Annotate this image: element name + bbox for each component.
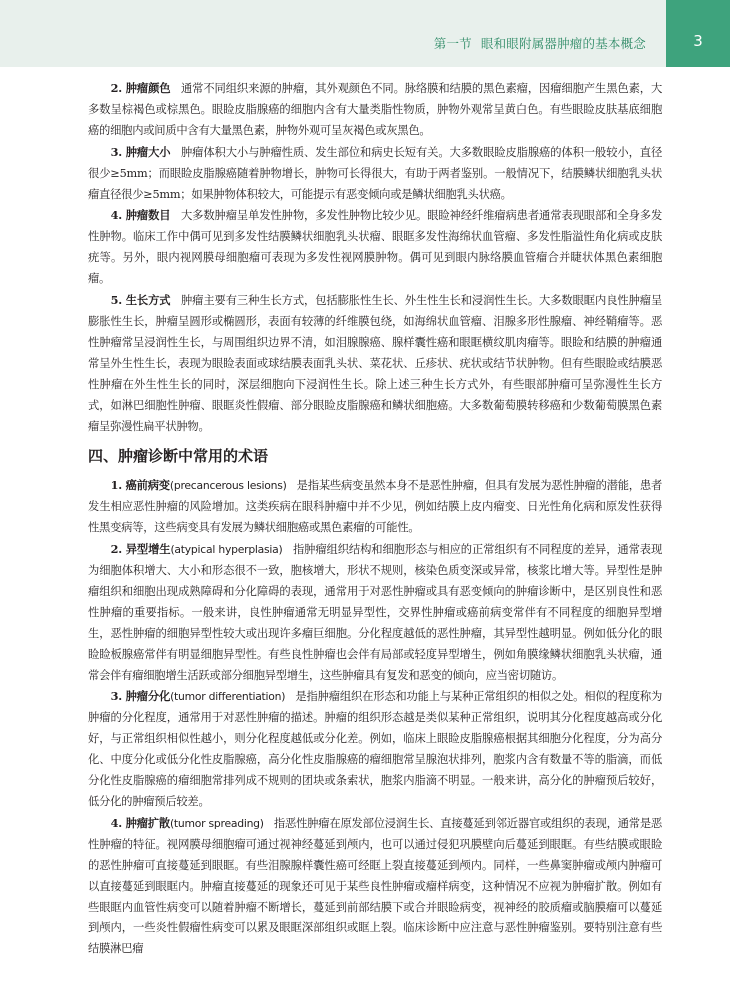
- term-label: 5. 生长方式: [110, 293, 171, 308]
- paragraph-tumor-size: [88, 142, 662, 206]
- paragraph-text: 肿瘤体积大小与肿瘤性质、发生部位和病史长短有关。大多数眼睑皮脂腺癌的体积一般较小，直径很少≥5mm；而眼睑皮脂腺癌随着肿物增长，肿物可长得很大，有助于两者鉴别。一般情况下，结膜鳞状细胞乳头状瘤直径很少≥5mm；如果肿物体积较大，可能提示有恶变倾向或是鳞状细胞乳头状癌。: [88, 145, 662, 201]
- term-label: 3. 肿瘤大小: [110, 144, 171, 159]
- paragraph-atypical-hyperplasia: [88, 539, 662, 686]
- paragraph-spreading: [88, 813, 662, 960]
- page-body: [88, 78, 662, 960]
- term-english: (tumor differentiation): [170, 690, 286, 704]
- paragraph-text: 指恶性肿瘤在原发部位浸润生长、直接蔓延到邻近器官或组织的表现，通常是恶性肿瘤的特征。视网膜母细胞瘤可通过视神经蔓延到颅内，也可以通过侵犯巩膜壁向后蔓延到眼眶。有些结膜或眼睑的恶性肿瘤可直接蔓延到眼眶。有些泪腺腺样囊性癌可经眶上裂直接蔓延到颅内。同样，一些鼻窦肿瘤或颅内肿瘤可以直接蔓延到眼眶内。肿瘤直接蔓延的现象还可见于某些良性肿瘤或瘤样病变，这种情况不应视为肿瘤扩散。例如有些眼眶内血管性病变可以随着肿瘤不断增长，蔓延到前部结膜下或合并眼睑病变，视神经的胶质瘤或脑膜瘤可以蔓延到颅内，一些炎性假瘤性病变可以累及眼眶深部组织或眶上裂。临床诊断中应注意与恶性肿瘤鉴别。要特别注意有些结膜淋巴瘤: [88, 816, 662, 956]
- paragraph-growth-pattern: [88, 290, 662, 437]
- paragraph-precancerous: [88, 475, 662, 539]
- term-label: 3. 肿瘤分化: [110, 689, 171, 704]
- term-label: 1. 癌前病变: [110, 478, 170, 493]
- term-english: (atypical hyperplasia): [170, 543, 283, 557]
- paragraph-text: 肿瘤主要有三种生长方式，包括膨胀性生长、外生性生长和浸润性生长。大多数眼眶内良性肿瘤呈膨胀性生长，肿瘤呈圆形或椭圆形，表面有较薄的纤维膜包绕，如海绵状血管瘤、泪腺多形性腺瘤、神经鞘瘤等。恶性肿瘤常呈浸润性生长，与周围组织边界不清，如泪腺腺癌、腺样囊性癌和眼眶横纹肌肉瘤等。眼睑和结膜的肿瘤通常呈外生性生长，表现为眼睑表面或球结膜表面乳头状、菜花状、丘疹状、疣状或结节状肿物。但有些眼睑或结膜恶性肿瘤在外生性生长的同时，深层细胞向下浸润性生长。除上述三种生长方式外，有些眼部肿瘤可呈弥漫性生长方式，如淋巴细胞性肿瘤、眼眶炎性假瘤、部分眼睑皮脂腺癌和鳞状细胞癌。大多数葡萄膜转移癌和少数葡萄膜黑色素瘤呈弥漫性扁平状肿物。: [88, 294, 662, 433]
- paragraph-text: 是指某些病变虽然本身不是恶性肿瘤，但具有发展为恶性肿瘤的潜能，患者发生相应恶性肿瘤的风险增加。这类疾病在眼科肿瘤中并不少见，例如结膜上皮内瘤变、日光性角化病和原发性获得性黑变病等，这些病变具有发展为鳞状细胞癌或黑色素瘤的可能性。: [88, 479, 662, 535]
- term-label: 4. 肿瘤数目: [110, 208, 171, 223]
- paragraph-tumor-color: [88, 78, 662, 142]
- page-number: 3: [693, 32, 703, 50]
- paragraph-text: 是指肿瘤组织在形态和功能上与某种正常组织的相似之处。相似的程度称为肿瘤的分化程度，通常用于对恶性肿瘤的描述。肿瘤的组织形态越是类似某种正常组织，说明其分化程度越高或分化好，与正常组织相似性越小，则分化程度越低或分化差。例如，临床上眼睑皮脂腺癌根据其细胞分化程度，分为高分化、中度分化或低分化性皮脂腺癌，高分化性皮脂腺癌的瘤细胞常呈腺泡状排列，胞浆内含有数量不等的脂滴，而低分化性皮脂腺癌的瘤细胞常排列成不规则的团块或条索状，胞浆内脂滴不明显。一般来讲，高分化的肿瘤预后较好，低分化的肿瘤预后较差。: [88, 690, 662, 808]
- paragraph-tumor-number: [88, 205, 662, 290]
- header-section: 第一节: [433, 36, 472, 51]
- term-label: 2. 肿瘤颜色: [110, 81, 171, 95]
- paragraph-text: 大多数肿瘤呈单发性肿物，多发性肿物比较少见。眼睑神经纤维瘤病患者通常表现眼部和全身多发性肿物。临床工作中偶可见到多发性结膜鳞状细胞乳头状瘤、眼眶多发性海绵状血管瘤、多发性脂溢性角化病或皮肤疣等。另外，眼内视网膜母细胞瘤可表现为多发性视网膜肿物。偶可见到眼内脉络膜血管瘤合并睫状体黑色素细胞瘤。: [88, 209, 662, 286]
- term-label: 2. 异型增生: [110, 542, 171, 557]
- page-number-box: [666, 0, 730, 67]
- term-english: (tumor spreading): [169, 816, 264, 830]
- paragraph-text: 指肿瘤组织结构和细胞形态与相应的正常组织有不同程度的差异，通常表现为细胞体积增大、大小和形态很不一致，胞核增大，形状不规则，核染色质变深或异常，核浆比增大等。异型性是肿瘤组织和细胞出现成熟障碍和分化障碍的表现，通常用于对恶性肿瘤或具有恶变倾向的肿瘤诊断中，是区别良性和恶性肿瘤的重要指标。一般来讲，良性肿瘤通常无明显异型性，交界性肿瘤或癌前病变常伴有不同程度的细胞异型增生，恶性肿瘤的细胞异型性较大或出现许多瘤巨细胞。分化程度越低的恶性肿瘤，其异型性越明显。例如低分化的眼睑睑板腺癌常伴有明显细胞异型性。有些良性肿瘤也会伴有局部或轻度异型增生，例如角膜缘鳞状细胞乳头状瘤，通常会伴有瘤细胞增生活跃或部分细胞异型增生，这些肿瘤具有复发和恶变的倾向，应当密切随访。: [88, 543, 662, 682]
- running-header: [434, 34, 646, 52]
- term-label: 4. 肿瘤扩散: [110, 815, 170, 830]
- paragraph-differentiation: [88, 686, 662, 812]
- header-chapter-title: 眼和眼附属器肿瘤的基本概念: [480, 36, 646, 51]
- term-english: (precancerous lesions): [169, 479, 287, 493]
- paragraph-text: 通常不同组织来源的肿瘤，其外观颜色不同。脉络膜和结膜的黑色素瘤，因瘤细胞产生黑色素，大多数呈棕褐色或棕黑色。眼睑皮脂腺癌的细胞内含有大量类脂性物质，肿物外观常呈黄白色。有些眼睑皮肤基底细胞癌的细胞内或间质中含有大量黑色素，肿物外观可呈灰褐色或灰黑色。: [88, 82, 662, 137]
- section-heading: 四、肿瘤诊断中常用的术语: [88, 447, 269, 466]
